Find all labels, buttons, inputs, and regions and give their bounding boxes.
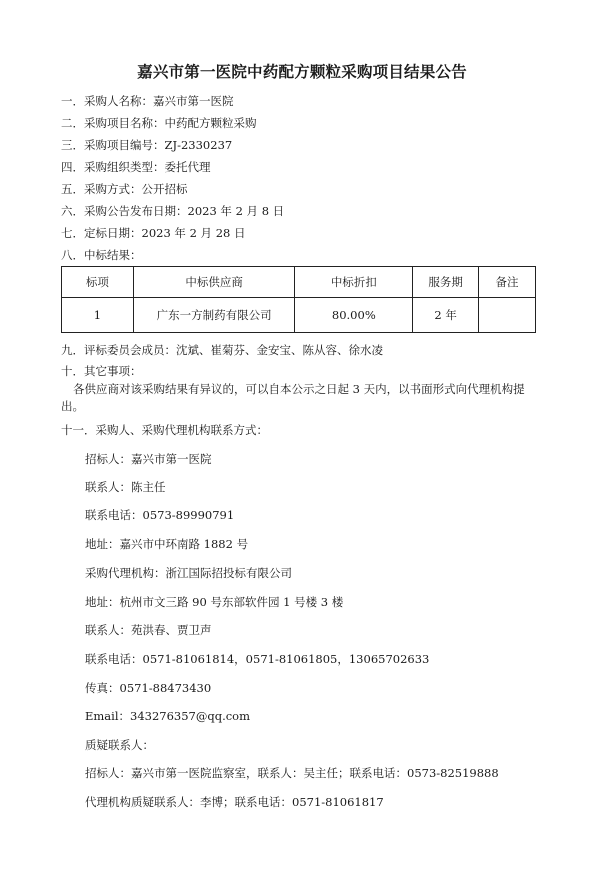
agency-contact-line: 联系人：苑洪春、贾卫声 (85, 623, 212, 637)
cell-service-period: 2 年 (413, 298, 479, 333)
query-heading: 质疑联系人： (85, 738, 154, 752)
query-agency-line: 代理机构质疑联系人：李博；联系电话：0571-81061817 (85, 795, 384, 809)
agency-phone-line: 联系电话：0571-81061814，0571-81061805，13065702633 (85, 652, 430, 666)
col-header-discount: 中标折扣 (295, 267, 413, 298)
other-heading: 十．其它事项： (61, 364, 142, 378)
project-name-line: 二．采购项目名称：中药配方颗粒采购 (61, 116, 257, 130)
award-table (61, 266, 536, 333)
tenderer-phone-line: 联系电话：0573-89990791 (85, 508, 235, 522)
col-header-remark: 备注 (479, 267, 536, 298)
project-no-line: 三．采购项目编号：ZJ-2330237 (61, 138, 233, 152)
col-header-supplier: 中标供应商 (133, 267, 295, 298)
purchaser-line: 一．采购人名称：嘉兴市第一医院 (61, 94, 234, 108)
table-row (62, 298, 536, 333)
cell-item: 1 (62, 298, 134, 333)
tenderer-line: 招标人：嘉兴市第一医院 (85, 452, 212, 466)
agency-address-line: 地址：杭州市文三路 90 号东部软件园 1 号楼 3 楼 (85, 595, 344, 609)
method-line: 五．采购方式：公开招标 (61, 182, 188, 196)
col-header-item: 标项 (62, 267, 134, 298)
tenderer-address-line: 地址：嘉兴市中环南路 1882 号 (85, 537, 249, 551)
contact-heading: 十一．采购人、采购代理机构联系方式： (61, 423, 268, 437)
fax-line: 传真：0571-88473430 (85, 681, 212, 695)
committee-line: 九．评标委员会成员：沈斌、崔菊芬、金安宝、陈从容、徐水凌 (61, 343, 383, 357)
table-header-row (62, 267, 536, 298)
email-line: Email：343276357@qq.com (85, 709, 251, 723)
agency-line: 采购代理机构：浙江国际招投标有限公司 (85, 566, 292, 580)
cell-discount: 80.00% (295, 298, 413, 333)
other-text: 各供应商对该采购结果有异议的，可以自本公示之日起 3 天内，以书面形式向代理机构提出。 (61, 382, 525, 413)
award-date-line: 七．定标日期：2023 年 2 月 28 日 (61, 226, 246, 240)
query-tenderer-line: 招标人：嘉兴市第一医院监察室，联系人：吴主任；联系电话：0573-82519888 (85, 766, 499, 780)
result-heading: 八．中标结果： (61, 248, 142, 262)
tenderer-contact-line: 联系人：陈主任 (85, 480, 166, 494)
page-title: 嘉兴市第一医院中药配方颗粒采购项目结果公告 (137, 63, 467, 81)
publish-date-line: 六．采购公告发布日期：2023 年 2 月 8 日 (61, 204, 285, 218)
cell-remark (479, 298, 536, 333)
col-header-service-period: 服务期 (413, 267, 479, 298)
cell-supplier: 广东一方制药有限公司 (133, 298, 295, 333)
org-type-line: 四．采购组织类型：委托代理 (61, 160, 211, 174)
